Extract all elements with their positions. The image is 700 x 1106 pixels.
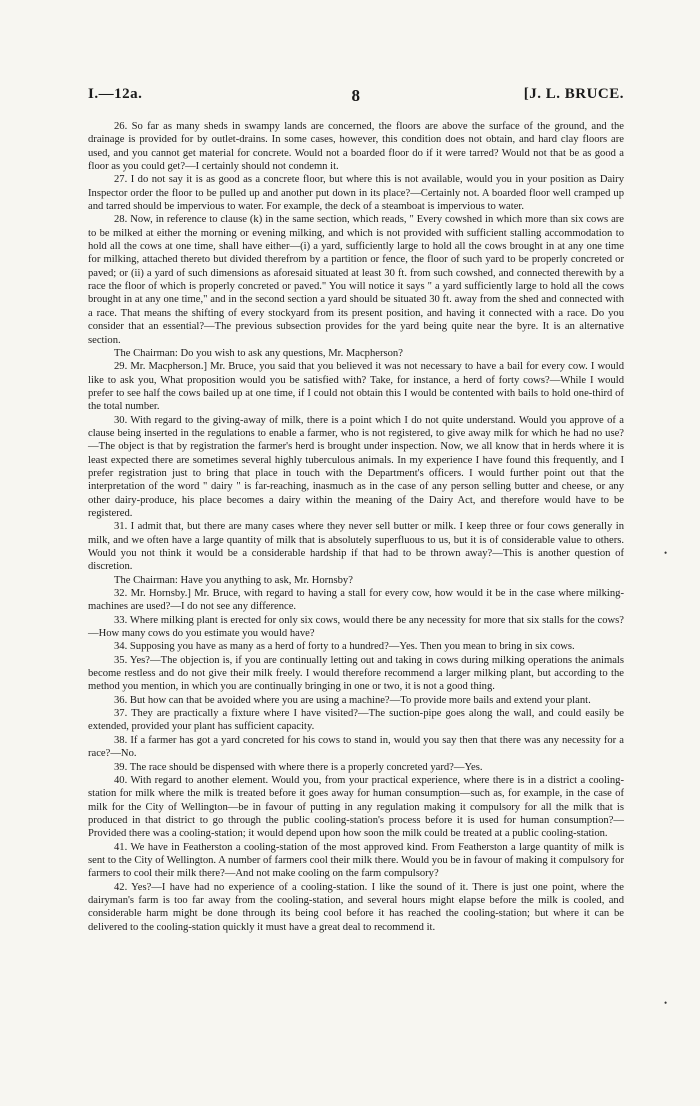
page-header xyxy=(88,86,624,110)
paragraph-27: 27. I do not say it is as good as a concrete floor, but where this is not available, would you in your position as Dairy Inspector order the floor to be pulled up and another put down in its place?—Certainly not. A boarded floor well cramped up and tarred should be impervious to water. For example, the deck of a steamboat is impervious to water. xyxy=(88,174,624,213)
paragraph-35: 35. Yes?—The objection is, if you are continually letting out and taking in cows during milking operations the animals become restless and do not give their milk freely. I would therefore recommend a larger milking plant, but according to the method you mention, in which you are continually bringing in one or two, it is not a good thing. xyxy=(88,654,624,693)
chairman-question: The Chairman: Have you anything to ask, Mr. Hornsby? xyxy=(114,574,353,586)
margin-mark: • xyxy=(664,998,668,1008)
paragraph-31: 31. I admit that, but there are many cases where they never sell butter or milk. I keep three or four cows generally in milk, and we often have a large quantity of milk that is absolutely superfluous to us, but it is of considerable value to others. Would you not think it would be a considerable hardship if that had to be thrown away?—This is another question of discretion. xyxy=(88,521,624,573)
paragraph-34: 34. Supposing you have as many as a herd of forty to a hundred?—Yes. Then you mean to bring in six cows. xyxy=(114,641,575,653)
paragraph-38: 38. If a farmer has got a yard concreted for his cows to stand in, would you say then that there was any necessity for a race?—No. xyxy=(88,734,624,760)
paragraph-40: 40. With regard to another element. Would you, from your practical experience, where there is in a district a cooling-station for milk where the milk is treated before it goes away for human consumption—such as, for example, in the case of milk for the City of Wellington—be in favour of putting in any regulation making it compulsory for all the milk that is produced in that district to go through the public cooling-station's process before it is used for human consumption?—Provided there was a cooling-station; it would depend upon how soon the milk could be treated at a public cooling-station. xyxy=(88,774,624,840)
margin-mark: • xyxy=(664,548,668,558)
chairman-question: The Chairman: Do you wish to ask any questions, Mr. Macpherson? xyxy=(114,347,403,359)
paragraph-28: 28. Now, in reference to clause (k) in the same section, which reads, " Every cowshed in which more than six cows are to be milked at either the morning or evening milking, and which is not provided with sufficient stalling accommodation to hold all the cows at one time, shall have either—(i) a yard, sufficiently large to hold all the cows brought in at any one time for milking, attached thereto but divided therefrom by a partition or fence, the floor of such yard to be properly concreted or paved; or (ii) a yard of such dimensions as aforesaid situated at least 30 ft. from such cowshed, and connected therewith by a race the floor of which is properly concreted or paved." You will notice it says " a yard sufficiently large to hold all the cows brought in at any one time," and in the second section a yard should be situated 30 ft. away from the shed and connected with a race. That means the shifting of every stockyard from its present position, and having it connected with a race. Do you consider that an essential?—The previous subsection provides for the yard being quite near the byre. It is an alternative section. xyxy=(88,214,624,346)
paragraph-32: 32. Mr. Hornsby.] Mr. Bruce, with regard to having a stall for every cow, how would it be in the case where milking-machines are used?—I do not see any difference. xyxy=(88,588,624,613)
paragraph-36: 36. But how can that be avoided where you are using a machine?—To provide more bails and extend your plant. xyxy=(114,694,591,706)
paragraph-30: 30. With regard to the giving-away of milk, there is a point which I do not quite understand. Would you approve of a clause being inserted in the regulations to enable a farmer, who is not registered, to give away milk for which he had no use?—The object is that by registration the farmer's herd is brought under inspection. Now, we all know that in herds where it is least expected there are sometimes several highly tuberculous animals. In my experience I have found this frequently, and I prefer registration just to bring that place in touch with the Department's officers. I would further point out that the interpretation of the word " dairy " is far-reaching, inasmuch as in the case of any person selling butter and cheese, or any other dairy-produce, his place becomes a dairy within the meaning of the Dairy Act, and therefore would have to be registered. xyxy=(88,414,624,519)
paragraph-29: 29. Mr. Macpherson.] Mr. Bruce, you said that you believed it was not necessary to have a bail for every cow. I would like to ask you, What proposition would you be satisfied with? Take, for instance, a herd of forty cows?—While I would prefer to see half the cows bailed up at one time, if I could not obtain this I would be contented with bails to hold one-third of the total number. xyxy=(88,361,624,413)
report-code: I.—12a. xyxy=(88,86,143,102)
paragraph-41: 41. We have in Featherston a cooling-station of the most approved kind. From Featherston a large quantity of milk is sent to the City of Wellington. A number of farmers cool their milk there. Would you be in favour of making it compulsory for farmers to cool their milk there?—And not make cooling on the farm compulsory? xyxy=(88,841,624,880)
paragraph-39: 39. The race should be dispensed with where there is a properly concreted yard?—Yes. xyxy=(114,761,483,773)
page-body xyxy=(88,120,624,934)
paragraph-37: 37. They are practically a fixture where I have visited?—The suction-pipe goes along the wall, and could easily be extended, provided your plant has sufficient capacity. xyxy=(88,708,624,733)
witness-name: [J. L. BRUCE. xyxy=(523,86,624,102)
paragraph-42: 42. Yes?—I have had no experience of a cooling-station. I like the sound of it. There is just one point, where the dairyman's farm is too far away from the cooling-station, and several hours might elapse before the milk is cooled, and considerable harm might be done through its being cool before it has reached the cooling-station; but where it can be delivered to the cooling-station quickly it must have a great deal to recommend it. xyxy=(88,881,624,933)
page-number: 8 xyxy=(351,86,361,105)
paragraph-33: 33. Where milking plant is erected for only six cows, would there be any necessity for more that six stalls for the cows?—How many cows do you estimate you would have? xyxy=(88,614,624,640)
paragraph-26: 26. So far as many sheds in swampy lands are concerned, the floors are above the surface of the ground, and the drainage is provided for by outlet-drains. In some cases, however, this condition does not obtain, and hard clay floors are used, and you cannot get material for concrete. Would not a boarded floor do if it were tarred? Would not that be as good a floor as you could get?—I certainly should not condemn it. xyxy=(88,121,624,173)
